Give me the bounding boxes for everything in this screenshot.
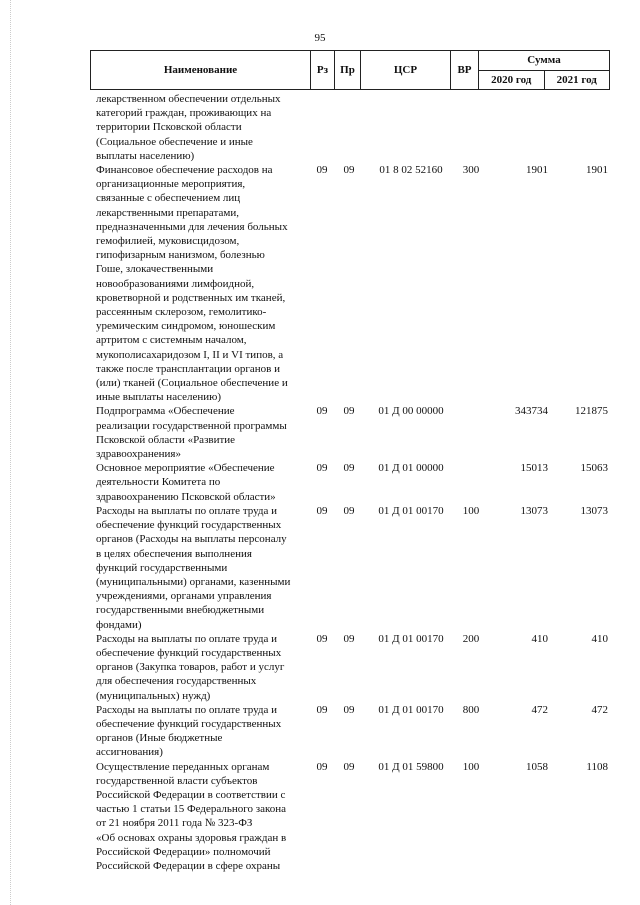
row-name-line: государственной власти субъектов	[96, 774, 258, 787]
header-sum	[479, 51, 609, 89]
table-row	[96, 632, 616, 703]
binder-margin-line	[10, 0, 13, 905]
row-name-line: учреждениями, органами управления	[96, 590, 272, 603]
row-name-line: артритом с системным началом,	[96, 334, 247, 347]
row-name-line: Финансовое обеспечение расходов на	[96, 164, 273, 177]
row-rz: 09	[316, 405, 328, 418]
row-pr: 09	[343, 703, 355, 716]
row-rz: 09	[316, 504, 328, 517]
row-name-line: Расходы на выплаты по оплате труда и	[96, 703, 278, 716]
row-name-line: Псковской области «Развитие	[96, 433, 236, 446]
row-name-line: Осуществление переданных органам	[96, 760, 270, 773]
header-vr: ВР	[451, 51, 479, 89]
row-name-line: государственными внебюджетными	[96, 604, 265, 617]
row-y2: 13073	[580, 504, 608, 517]
row-y1: 1901	[526, 164, 548, 177]
row-rz: 09	[316, 760, 328, 773]
row-rz: 09	[316, 703, 328, 716]
row-csr: 01 Д 01 00170	[378, 703, 444, 716]
row-y2: 1901	[586, 164, 608, 177]
row-y1: 410	[531, 632, 548, 645]
row-name-line: функций государственными	[96, 561, 228, 574]
row-pr: 09	[343, 164, 355, 177]
row-name-line: (или) тканей (Социальное обеспечение и	[96, 377, 288, 390]
row-name-line: частью 1 статьи 15 Федерального закона	[96, 803, 287, 816]
header-rz: Рз	[311, 51, 335, 89]
row-name-line: категорий граждан, проживающих на	[96, 107, 272, 120]
row-name-line: реализации государственной программы	[96, 419, 287, 432]
row-y1: 472	[531, 703, 548, 716]
row-pr: 09	[343, 504, 355, 517]
row-name-line: Российской Федерации» полномочий	[96, 845, 271, 858]
row-name-line: Расходы на выплаты по оплате труда и	[96, 632, 278, 645]
row-csr: 01 Д 00 00000	[378, 405, 444, 418]
row-name-line: обеспечение функций государственных	[96, 717, 282, 730]
table-row	[96, 163, 616, 404]
row-name-line: Гоше, злокачественными	[96, 263, 214, 276]
row-name	[96, 760, 308, 874]
row-name-line: Основное мероприятие «Обеспечение	[96, 462, 275, 475]
row-name-line: уремическим синдромом, юношеским	[96, 320, 276, 333]
row-name-line: рассеянным склерозом, гемолитико-	[96, 306, 267, 319]
row-csr: 01 8 02 52160	[379, 164, 443, 177]
row-name-line: Подпрограмма «Обеспечение	[96, 405, 235, 418]
row-name	[96, 632, 308, 703]
row-name-line: в целях обеспечения выполнения	[96, 547, 252, 560]
row-csr: 01 Д 01 59800	[378, 760, 444, 773]
page-number: 95	[314, 32, 326, 44]
row-name-line: лекарственном обеспечении отдельных	[96, 93, 281, 105]
row-name-line: обеспечение функций государственных	[96, 646, 282, 659]
row-name-line: (муниципальными) органами, казенными	[96, 575, 291, 588]
row-y2: 472	[591, 703, 608, 716]
row-name-line: новообразованиями лимфоидной,	[96, 277, 255, 290]
row-name-line: гемофилией, муковисцидозом,	[96, 235, 240, 248]
row-name-line: «Об основах охраны здоровья граждан в	[96, 831, 287, 844]
row-name	[96, 703, 308, 760]
header-pr: Пр	[335, 51, 361, 89]
row-name-line: лекарственными препаратами,	[96, 206, 239, 219]
row-csr: 01 Д 01 00170	[378, 504, 444, 517]
row-name-line: от 21 ноября 2011 года № 323-ФЗ	[96, 817, 253, 830]
row-y2: 121875	[575, 405, 608, 418]
row-name-line: предназначенными для лечения больных	[96, 220, 288, 233]
row-y2: 410	[591, 632, 608, 645]
row-name-line: гипофизарным нанизмом, болезнью	[96, 249, 265, 262]
row-rz: 09	[316, 632, 328, 645]
header-csr: ЦСР	[361, 51, 451, 89]
row-name	[96, 504, 308, 632]
row-name-line: организационные мероприятия,	[96, 178, 246, 191]
row-name-line: Российской Федерации в соответствии с	[96, 788, 286, 801]
row-y1: 15013	[520, 462, 548, 475]
row-y2: 15063	[580, 462, 608, 475]
row-name-line: фондами)	[96, 618, 142, 631]
row-name-line: ассигнования)	[96, 746, 163, 759]
row-name-line: Российской Федерации в сфере охраны	[96, 859, 281, 872]
row-name-line: здравоохранения»	[96, 448, 181, 461]
row-vr: 100	[462, 760, 480, 773]
table-header	[90, 50, 610, 90]
table-row	[96, 760, 616, 874]
row-pr: 09	[343, 760, 355, 773]
row-pr: 09	[343, 405, 355, 418]
row-vr: 800	[462, 703, 480, 716]
table-row	[96, 703, 616, 760]
row-y1: 1058	[526, 760, 548, 773]
row-y1: 343734	[515, 405, 548, 418]
row-name-line: связанные с обеспечением лиц	[96, 192, 241, 205]
row-name-line: органов (Иные бюджетные	[96, 732, 223, 745]
row-name-line: здравоохранению Псковской области»	[96, 490, 276, 503]
row-y1: 13073	[520, 504, 548, 517]
row-name-line: также после трансплантации органов и	[96, 362, 281, 375]
table-row	[96, 504, 616, 632]
row-name-line: обеспечение функций государственных	[96, 519, 282, 532]
table-row	[96, 404, 616, 461]
row-name-line: (Социальное обеспечение и иные	[96, 135, 253, 148]
row-name-line: (муниципальных) нужд)	[96, 689, 211, 702]
row-vr: 100	[462, 504, 480, 517]
row-name-line: деятельности Комитета по	[96, 476, 221, 489]
row-name-line: иные выплаты населению)	[96, 391, 221, 404]
row-vr: 300	[462, 164, 480, 177]
table-body	[96, 92, 616, 873]
row-name	[96, 163, 308, 404]
row-name-line: территории Псковской области	[96, 121, 242, 134]
row-name-line: органов (Расходы на выплаты персоналу	[96, 533, 287, 546]
header-year-2021: 2021 год	[556, 74, 597, 86]
row-name-line: для обеспечения государственных	[96, 675, 257, 688]
row-pr: 09	[343, 462, 355, 475]
row-name-line: кроветворной и родственных им тканей,	[96, 291, 286, 304]
header-sum-title: Сумма	[479, 51, 609, 71]
row-name	[96, 92, 308, 163]
header-name: Наименование	[91, 51, 311, 89]
row-rz: 09	[316, 164, 328, 177]
row-y2: 1108	[586, 760, 608, 773]
row-pr: 09	[343, 632, 355, 645]
row-name-line: мукополисахаридозом I, II и VI типов, а	[96, 348, 284, 361]
row-name	[96, 461, 308, 504]
row-vr: 200	[462, 632, 480, 645]
row-name-line: органов (Закупка товаров, работ и услуг	[96, 661, 285, 674]
header-year-2020: 2020 год	[479, 71, 545, 89]
row-name-line: выплаты населению)	[96, 149, 195, 162]
row-csr: 01 Д 01 00170	[378, 632, 444, 645]
row-rz: 09	[316, 462, 328, 475]
row-csr: 01 Д 01 00000	[378, 462, 444, 475]
row-name-line: Расходы на выплаты по оплате труда и	[96, 504, 278, 517]
table-row	[96, 92, 616, 163]
row-name	[96, 404, 308, 461]
table-row	[96, 461, 616, 504]
